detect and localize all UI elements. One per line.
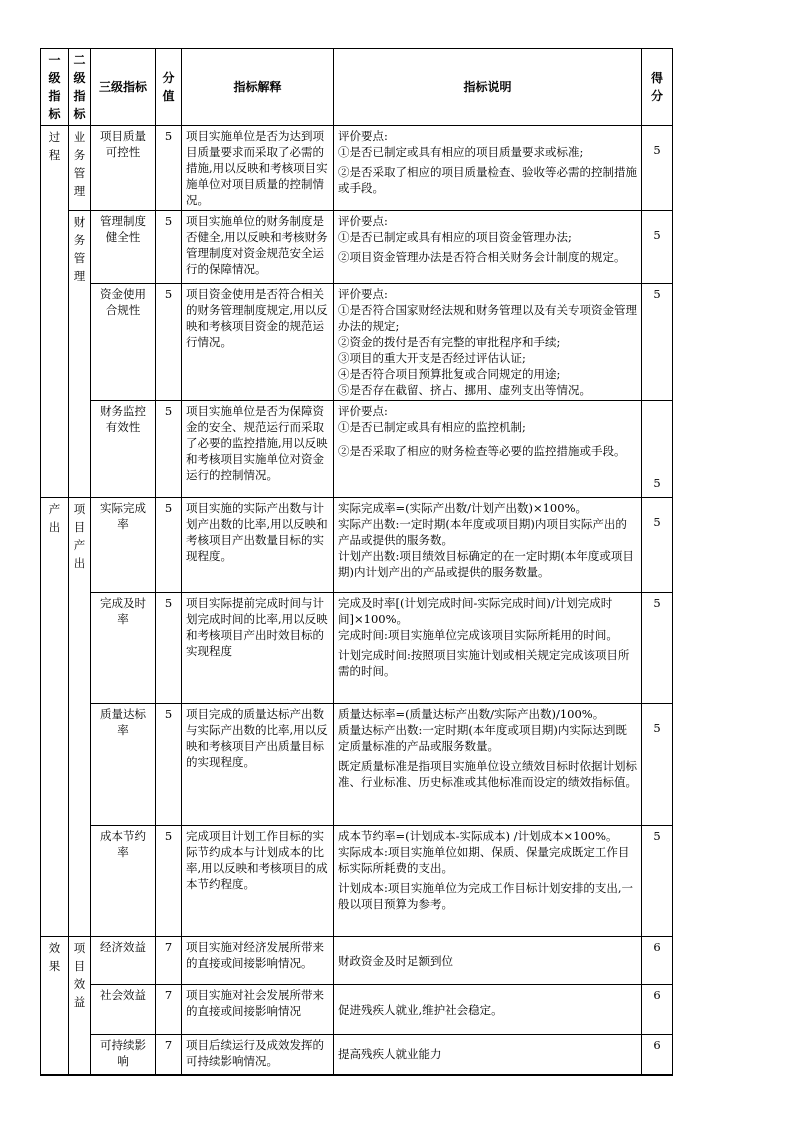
level3-cell: 可持续影响 (91, 1035, 156, 1075)
score-cell: 7 (156, 985, 182, 1035)
table-row (41, 593, 673, 704)
subgroup-finance: 财务管理 (69, 211, 91, 498)
subgroup-business: 业务管理 (69, 126, 91, 211)
description-cell: 实际完成率=(实际产出数/计划产出数)×100%。 实际产出数:一定时期(本年度或项目期)内项目实际产出的产品或提供的服务数。 计划产出数:项目绩效目标确定的在一定时期(本年度或项目期)内计划产出的产品或提供的服务数量。 (334, 498, 642, 593)
header-level3: 三级指标 (91, 49, 156, 126)
group-output: 产出 (41, 498, 69, 937)
score-cell: 7 (156, 937, 182, 985)
score-cell: 5 (156, 401, 182, 498)
explanation-cell: 项目实施对经济发展所带来的直接或间接影响情况。 (182, 937, 334, 985)
got-cell: 5 (642, 211, 673, 284)
table-row (41, 284, 673, 401)
description-cell: 财政资金及时足额到位 (334, 937, 642, 985)
score-cell: 5 (156, 284, 182, 401)
level3-cell: 财务监控有效性 (91, 401, 156, 498)
score-cell: 5 (156, 211, 182, 284)
got-cell: 5 (642, 826, 673, 937)
description-cell: 提高残疾人就业能力 (334, 1035, 642, 1075)
explanation-cell: 项目实施对社会发展所带来的直接或间接影响情况 (182, 985, 334, 1035)
table-row (41, 498, 673, 593)
got-cell: 5 (642, 593, 673, 704)
header-level2: 二级指标 (69, 49, 91, 126)
description-cell: 成本节约率=(计划成本-实际成本) /计划成本×100%。 实际成本:项目实施单位如期、保质、保量完成既定工作目标实际所耗费的支出。 计划成本:项目实施单位为完成工作目标计划安排的支出,一般以项目预算为参考。 (334, 826, 642, 937)
level3-cell: 社会效益 (91, 985, 156, 1035)
subgroup-project-benefit: 项目效益 (69, 937, 91, 1075)
table-row (41, 985, 673, 1035)
score-cell: 5 (156, 704, 182, 826)
explanation-cell: 项目实际提前完成时间与计划完成时间的比率,用以反映和考核项目产出时效目标的实现程度 (182, 593, 334, 704)
description-cell: 促进残疾人就业,维护社会稳定。 (334, 985, 642, 1035)
got-cell: 5 (642, 284, 673, 401)
description-cell: 评价要点: ①是否已制定或具有相应的项目资金管理办法; ②项目资金管理办法是否符合相关财务会计制度的规定。 (334, 211, 642, 284)
description-cell: 质量达标率=(质量达标产出数/实际产出数)/100%。 质量达标产出数:一定时期(本年度或项目期)内实际达到既定质量标准的产品或服务数量。 既定质量标准是指项目实施单位设立绩效目标时依据计划标准、行业标准、历史标准或其他标准而设定的绩效指标值。 (334, 704, 642, 826)
score-cell: 5 (156, 498, 182, 593)
header-got: 得分 (642, 49, 673, 126)
table-row (41, 937, 673, 985)
explanation-cell: 项目后续运行及成效发挥的可持续影响情况。 (182, 1035, 334, 1075)
level3-cell: 资金使用合规性 (91, 284, 156, 401)
group-process: 过程 (41, 126, 69, 498)
got-cell: 6 (642, 985, 673, 1035)
table-row (41, 826, 673, 937)
header-score: 分值 (156, 49, 182, 126)
level3-cell: 成本节约率 (91, 826, 156, 937)
group-effect: 效果 (41, 937, 69, 1075)
table-row (41, 401, 673, 498)
explanation-cell: 项目资金使用是否符合相关的财务管理制度规定,用以反映和考核项目资金的规范运行情况。 (182, 284, 334, 401)
table-row (41, 211, 673, 284)
description-cell: 完成及时率[(计划完成时间-实际完成时间)/计划完成时间]×100%。 完成时间:项目实施单位完成该项目实际所耗用的时间。 计划完成时间:按照项目实施计划或相关规定完成该项目所需的时间。 (334, 593, 642, 704)
description-cell: 评价要点: ①是否符合国家财经法规和财务管理以及有关专项资金管理办法的规定; ②资金的拨付是否有完整的审批程序和手续; ③项目的重大开支是否经过评估认证; ④是否符合项目预算批复或合同规定的用途; ⑤是否存在截留、挤占、挪用、虚列支出等情况。 (334, 284, 642, 401)
got-cell: 5 (642, 704, 673, 826)
score-cell: 5 (156, 593, 182, 704)
table-row (41, 126, 673, 211)
score-cell: 5 (156, 826, 182, 937)
explanation-cell: 项目实施单位的财务制度是否健全,用以反映和考核财务管理制度对资金规范安全运行的保障情况。 (182, 211, 334, 284)
got-cell: 5 (642, 401, 673, 498)
got-cell: 5 (642, 126, 673, 211)
explanation-cell: 项目完成的质量达标产出数与实际产出数的比率,用以反映和考核项目产出质量目标的实现程度。 (182, 704, 334, 826)
got-cell: 6 (642, 1035, 673, 1075)
description-cell: 评价要点: ①是否已制定或具有相应的监控机制; ②是否采取了相应的财务检查等必要的监控措施或手段。 (334, 401, 642, 498)
header-level1: 一级指标 (41, 49, 69, 126)
got-cell: 5 (642, 498, 673, 593)
level3-cell: 项目质量可控性 (91, 126, 156, 211)
header-explanation: 指标解释 (182, 49, 334, 126)
level3-cell: 经济效益 (91, 937, 156, 985)
subgroup-project-output: 项目产出 (69, 498, 91, 937)
explanation-cell: 项目实施单位是否为达到项目质量要求而采取了必需的措施,用以反映和考核项目实施单位对项目质量的控制情况。 (182, 126, 334, 211)
level3-cell: 完成及时率 (91, 593, 156, 704)
description-cell: 评价要点: ①是否已制定或具有相应的项目质量要求或标准; ②是否采取了相应的项目质量检查、验收等必需的控制措施或手段。 (334, 126, 642, 211)
score-cell: 7 (156, 1035, 182, 1075)
explanation-cell: 完成项目计划工作目标的实际节约成本与计划成本的比率,用以反映和考核项目的成本节约程度。 (182, 826, 334, 937)
table-row (41, 704, 673, 826)
header-row (41, 49, 673, 126)
score-cell: 5 (156, 126, 182, 211)
explanation-cell: 项目实施单位是否为保障资金的安全、规范运行而采取了必要的监控措施,用以反映和考核项目实施单位对资金运行的控制情况。 (182, 401, 334, 498)
indicator-table (40, 48, 673, 1076)
explanation-cell: 项目实施的实际产出数与计划产出数的比率,用以反映和考核项目产出数量目标的实现程度。 (182, 498, 334, 593)
got-cell: 6 (642, 937, 673, 985)
level3-cell: 质量达标率 (91, 704, 156, 826)
header-description: 指标说明 (334, 49, 642, 126)
level3-cell: 管理制度健全性 (91, 211, 156, 284)
level3-cell: 实际完成率 (91, 498, 156, 593)
table-row (41, 1035, 673, 1075)
